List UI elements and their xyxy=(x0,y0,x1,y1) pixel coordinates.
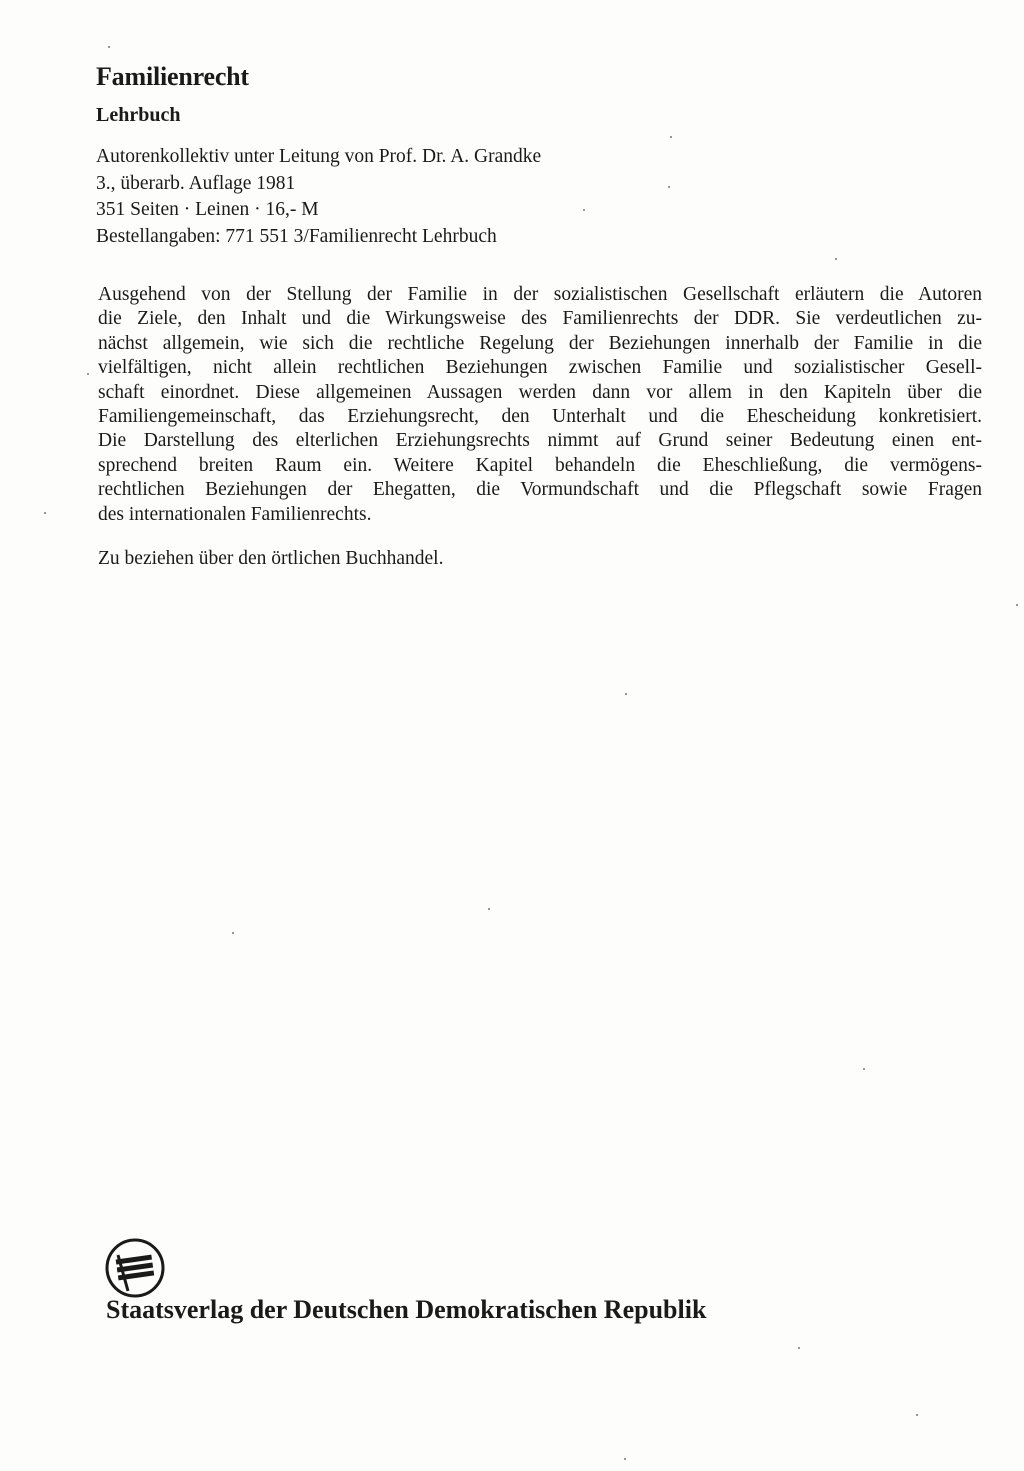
description-line: des internationalen Familienrechts. xyxy=(98,503,372,525)
description-line: sprechend breiten Raum ein. Weitere Kapitel behandeln die Eheschließung, die vermögens- xyxy=(98,454,982,476)
scan-speck xyxy=(624,1458,626,1460)
scan-speck xyxy=(583,209,585,211)
scan-speck xyxy=(835,258,837,260)
book-subtitle: Lehrbuch xyxy=(96,104,181,126)
scan-speck xyxy=(1016,604,1018,606)
meta-order-info: Bestellangaben: 771 551 3/Familienrecht Lehrbuch xyxy=(96,225,497,247)
scan-speck xyxy=(863,1068,865,1070)
description-line: Die Darstellung des elterlichen Erziehungsrechts nimmt auf Grund seiner Bedeutung einen ent- xyxy=(98,430,982,452)
scan-speck xyxy=(87,373,89,375)
availability-note: Zu beziehen über den örtlichen Buchhandel. xyxy=(98,548,444,569)
scan-speck xyxy=(108,46,110,48)
description-line: Familiengemeinschaft, das Erziehungsrecht, den Unterhalt und die Ehescheidung konkretisiert. xyxy=(98,406,982,428)
book-title: Familienrecht xyxy=(96,62,249,91)
publisher-name: Staatsverlag der Deutschen Demokratischen Republik xyxy=(106,1295,707,1324)
book-description xyxy=(98,283,982,527)
meta-pages-price: 351 Seiten · Leinen · 16,- M xyxy=(96,199,319,220)
scan-speck xyxy=(670,136,672,138)
scan-speck xyxy=(44,512,46,514)
scan-speck xyxy=(625,693,627,695)
scan-speck xyxy=(488,908,490,910)
publisher-flag-logo-icon xyxy=(104,1237,166,1299)
book-meta xyxy=(96,144,541,250)
meta-authors: Autorenkollektiv unter Leitung von Prof. Dr. A. Grandke xyxy=(96,146,542,167)
scan-speck xyxy=(916,1414,918,1416)
scan-speck xyxy=(232,932,234,934)
description-line: vielfältigen, nicht allein rechtlichen Beziehungen zwischen Familie und sozialistischer Gesell- xyxy=(98,357,982,379)
description-line: die Ziele, den Inhalt und die Wirkungsweise des Familienrechts der DDR. Sie verdeutlichen zu- xyxy=(98,308,982,330)
meta-edition: 3., überarb. Auflage 1981 xyxy=(96,172,296,194)
description-line: nächst allgemein, wie sich die rechtliche Regelung der Beziehungen innerhalb der Familie in die xyxy=(98,332,982,354)
description-line: rechtlichen Beziehungen der Ehegatten, die Vormundschaft und die Pflegschaft sowie Fragen xyxy=(98,479,982,501)
scan-speck xyxy=(798,1347,800,1349)
scan-speck xyxy=(668,186,670,188)
description-line: schaft einordnet. Diese allgemeinen Aussagen werden dann vor allem in den Kapiteln über die xyxy=(98,381,982,403)
description-line: Ausgehend von der Stellung der Familie in der sozialistischen Gesellschaft erläutern die Autoren xyxy=(98,284,982,305)
